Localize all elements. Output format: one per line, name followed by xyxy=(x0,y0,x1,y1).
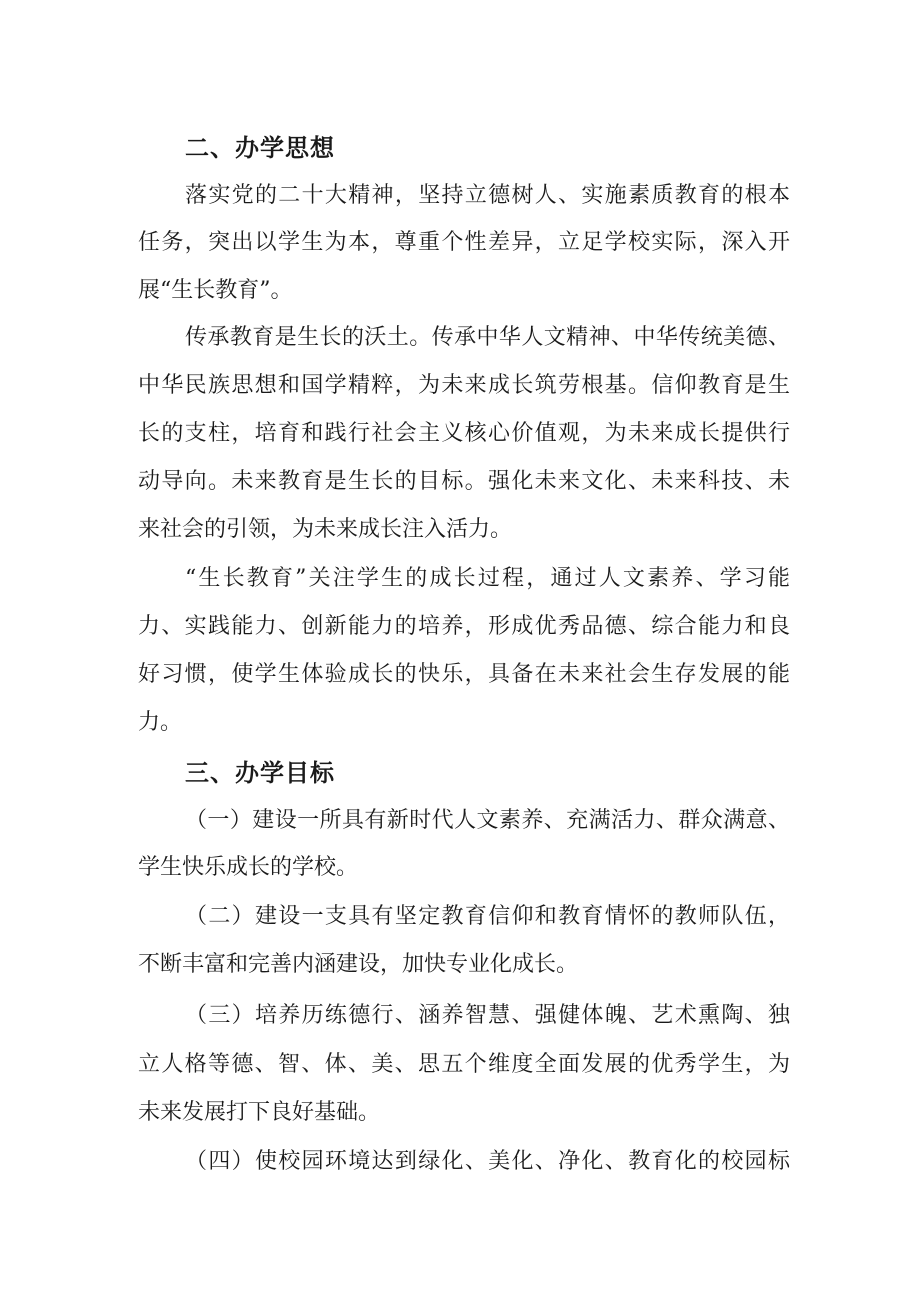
paragraph-line: 动导向。未来教育是生长的目标。强化未来文化、未来科技、未 xyxy=(138,469,790,494)
paragraph-line: 长的支柱，培育和践行社会主义核心价值观，为未来成长提供行 xyxy=(138,421,790,446)
goal-line: 立人格等德、智、体、美、思五个维度全面发展的优秀学生，为 xyxy=(138,1052,790,1077)
goal-line: 未来发展打下良好基础。 xyxy=(138,1100,381,1125)
goal-line: 学生快乐成长的学校。 xyxy=(138,855,359,880)
paragraph-line: 任务，突出以学生为本，尊重个性差异，立足学校实际，深入开 xyxy=(138,230,790,255)
paragraph-line: 展“生长教育”。 xyxy=(138,278,293,303)
section-heading-school-goals: 三、办学目标 xyxy=(185,759,335,787)
paragraph-line: “生长教育”关注学生的成长过程，通过人文素养、学习能 xyxy=(185,566,790,591)
goal-line: （二）建设一支具有坚定教育信仰和教育情怀的教师队伍， xyxy=(185,904,790,929)
goal-line: （三）培养历练德行、涵养智慧、强健体魄、艺术熏陶、独 xyxy=(185,1003,790,1028)
paragraph-line: 中华民族思想和国学精粹，为未来成长筑劳根基。信仰教育是生 xyxy=(138,373,790,398)
goal-line: 不断丰富和完善内涵建设，加快专业化成长。 xyxy=(138,952,579,977)
paragraph-line: 落实党的二十大精神，坚持立德树人、实施素质教育的根本 xyxy=(185,183,790,208)
paragraph-line: 力、实践能力、创新能力的培养，形成优秀品德、综合能力和良 xyxy=(138,614,790,639)
paragraph-line: 来社会的引领，为未来成长注入活力。 xyxy=(138,517,513,542)
paragraph-line: 好习惯，使学生体验成长的快乐，具备在未来社会生存发展的能 xyxy=(138,662,790,687)
goal-line: （四）使校园环境达到绿化、美化、净化、教育化的校园标 xyxy=(185,1149,790,1174)
paragraph-line: 传承教育是生长的沃土。传承中华人文精神、中华传统美德、 xyxy=(185,325,790,350)
goal-line: （一）建设一所具有新时代人文素养、充满活力、群众满意、 xyxy=(185,808,790,833)
paragraph-line: 力。 xyxy=(138,710,183,735)
section-heading-teaching-philosophy: 二、办学思想 xyxy=(185,134,335,162)
